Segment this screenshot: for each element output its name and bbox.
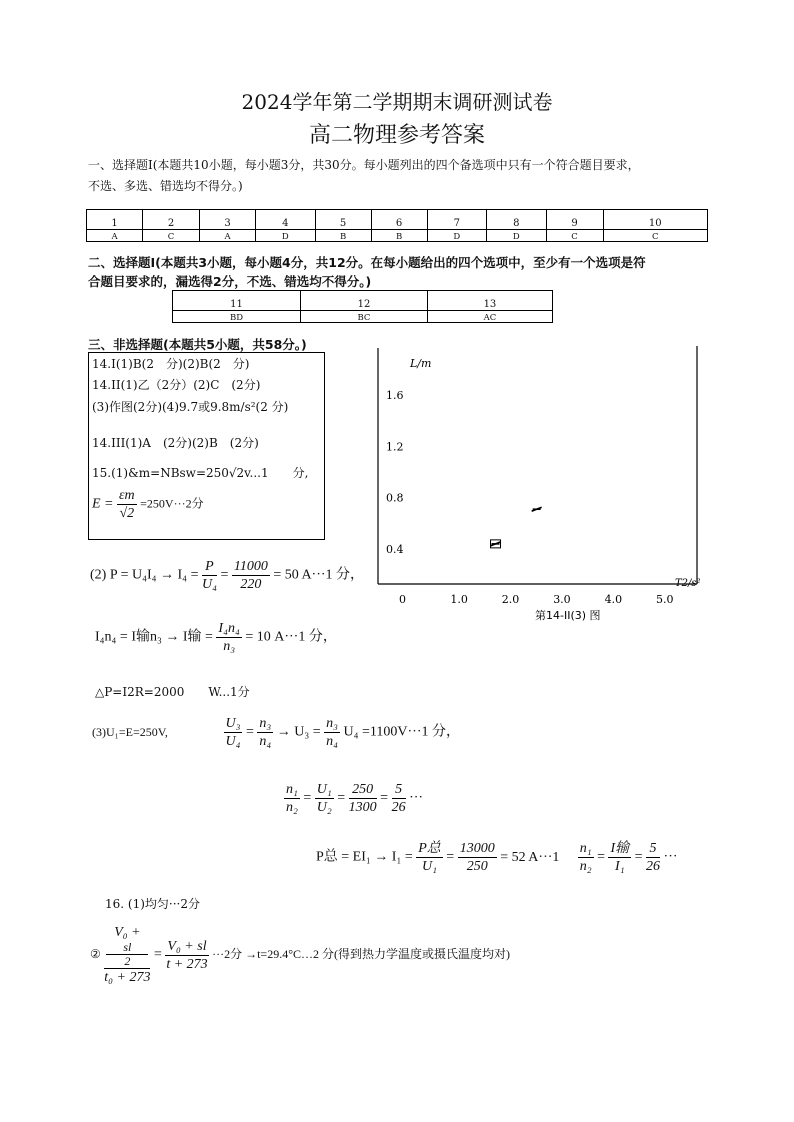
section1-answer-cell: C — [143, 230, 200, 242]
answers-box-14-15 — [88, 352, 325, 540]
eq-15-3c-frac3 — [578, 840, 594, 875]
eq-15-3a-frac2 — [257, 715, 273, 750]
answer-14-ii-3-4: (3)作图(2分)(4)9.7或9.8m/s²(2 分) — [92, 400, 289, 414]
eq-sign: = — [597, 849, 605, 865]
eq-sign: = — [337, 790, 346, 806]
answer-14-i: 14.I(1)B(2 分)(2)B(2 分) — [92, 357, 250, 371]
equation-15-2-current — [90, 558, 364, 593]
frac-den: U₁ — [422, 859, 437, 874]
eq-15-3b-frac2 — [315, 781, 334, 816]
eq-sign: = — [634, 849, 643, 865]
equation-15-3-total-power — [316, 840, 678, 875]
frac-num: 5 — [392, 781, 406, 799]
frac-den: 1300 — [348, 800, 377, 815]
section1-question-number: 1 — [87, 210, 143, 230]
frac-den: 26 — [646, 859, 661, 874]
equation-15-3-turns-ratio — [284, 781, 423, 816]
section1-answer-cell: C — [603, 230, 707, 242]
frac-num: V₀ + sl — [167, 938, 207, 954]
eq-15-2a-prefix: (2) P = U₄I₄ → I₄ = — [90, 567, 199, 583]
answer-key-subtitle: 高二物理参考答案 — [308, 123, 485, 148]
x-tick-label: 0 — [399, 593, 406, 606]
equation-15-2-transmission-current — [95, 620, 337, 655]
y-tick-label: 0.4 — [386, 543, 404, 556]
frac-num: U₃ — [225, 716, 241, 731]
eq-16-lhs-inner-frac — [106, 941, 148, 968]
eq-15-3c-frac4 — [608, 840, 631, 875]
section1-question-number: 4 — [256, 210, 315, 230]
circled-two: ② — [90, 947, 101, 962]
section2-question-number: 12 — [301, 291, 428, 311]
answer-14-ii: 14.II(1)乙（2分）(2)C (2分) — [92, 378, 261, 392]
section1-answer-cell: D — [256, 230, 315, 242]
eq-15-3a-suffix: U₄ =1100V···1 分， — [343, 724, 460, 740]
eq-15-2a-frac2 — [232, 558, 270, 593]
emf-num: εm — [119, 488, 135, 503]
eq-15-2b-suffix: = 10 A···1 分， — [245, 629, 337, 645]
eq-15-2b-prefix: I₄n₄ = I输n₃ → I输 = — [95, 629, 213, 645]
section1-answer-cell: B — [371, 230, 427, 242]
frac-num: I₄n₄ — [218, 621, 240, 636]
answer-15-1-emf — [92, 487, 204, 522]
frac-num: P总 — [418, 841, 441, 856]
emf-lhs: E = — [92, 496, 114, 512]
x-tick-label: 3.0 — [553, 593, 571, 606]
frac-num: P — [202, 558, 217, 576]
section1-question-number: 10 — [603, 210, 707, 230]
exam-title: 2024学年第二学期期末调研测试卷 — [241, 90, 553, 114]
frac-num: sl — [106, 941, 148, 955]
x-tick-label: 5.0 — [656, 593, 674, 606]
frac-den: n₄ — [326, 734, 339, 749]
x-tick-label: 1.0 — [450, 593, 468, 606]
frac-den: 250 — [466, 859, 488, 874]
x-tick-label: 4.0 — [604, 593, 623, 606]
section2-instructions-line1: 二、选择题I(本题共3小题，每小题4分，共12分。在每小题给出的四个选项中，至少有一个选项是符 — [88, 255, 646, 270]
chart-caption: 第14-II(3) 图 — [535, 609, 601, 622]
eq-15-3a-frac3 — [324, 715, 340, 750]
equation-15-2-power-loss: △P=I2R=2000 W...1分 — [95, 685, 250, 699]
eq-15-2a-suffix: = 50 A···1 分， — [273, 567, 365, 583]
section2-answer-cell: AC — [427, 311, 552, 323]
eq-15-3c-prefix: P总 = EI₁ → I₁ = — [316, 849, 413, 865]
answer-14-iii: 14.III(1)A (2分)(2)B (2分) — [92, 436, 259, 450]
eq-15-3b-suffix: ··· — [409, 790, 424, 806]
frac-den: n₃ — [223, 639, 236, 654]
frac-num: I输 — [610, 841, 630, 856]
answer-16-2-equation — [90, 924, 510, 986]
section1-question-number: 7 — [427, 210, 486, 230]
eq-15-3c-frac1 — [416, 840, 443, 875]
frac-num: U₁ — [316, 782, 332, 797]
frac-num: 13000 — [459, 841, 495, 856]
section1-question-number: 3 — [200, 210, 256, 230]
frac-den: U₂ — [316, 800, 332, 815]
section1-question-number: 2 — [143, 210, 200, 230]
section1-instructions — [88, 155, 640, 197]
eq-15-3b-frac1 — [284, 781, 300, 816]
frac-num: n₁ — [579, 841, 592, 856]
section3-heading: 三、非选择题(本题共5小题，共58分。) — [88, 337, 307, 352]
eq-15-3b-frac3 — [349, 781, 377, 816]
emf-fraction — [117, 487, 137, 522]
equation-15-3-voltage — [92, 715, 460, 750]
section1-answer-table — [86, 209, 708, 242]
section2-answer-cell: BC — [301, 311, 428, 323]
section1-instructions-line2: 不选、多选、错选均不得分。) — [88, 179, 243, 193]
section1-answer-cell: A — [200, 230, 256, 242]
eq-15-2a-frac1 — [202, 558, 217, 593]
frac-num: 11000 — [233, 559, 268, 574]
y-tick-label: 0.8 — [386, 491, 404, 505]
eq-sign: = — [303, 790, 312, 806]
frac-den: t + 273 — [166, 956, 208, 972]
answer-15-1: 15.(1)&m=NBsw=250√2v...1 分, — [92, 466, 309, 480]
section1-answer-cell: D — [487, 230, 546, 242]
y-axis-label: L/m — [410, 357, 432, 370]
y-tick-label: 1.2 — [386, 440, 404, 454]
frac-den: n₂ — [286, 800, 298, 815]
section2-answer-table — [172, 290, 553, 323]
frac-den: 220 — [240, 577, 262, 592]
eq-16-rhs — [165, 938, 208, 973]
eq-sign: = — [153, 947, 162, 963]
eq-16-lhs-den: t₀ + 273 — [104, 970, 151, 985]
emf-den: √2 — [119, 506, 135, 521]
answer-16-1: 16. (1)均匀···2分 — [105, 897, 200, 911]
eq-16-suffix: ···2分 →t=29.4°C…2 分(得到热力学温度或摄氏温度均对) — [212, 947, 510, 962]
eq-15-3a-prefix: (3)U₁=E=250V, — [92, 724, 168, 739]
x-axis-label: T2/s² — [675, 578, 701, 589]
section1-question-number: 8 — [487, 210, 546, 230]
frac-den: n₂ — [579, 859, 592, 874]
frac-den: 2 — [124, 954, 131, 968]
y-tick-label: 1.6 — [386, 389, 404, 402]
section1-question-number: 9 — [546, 210, 603, 230]
frac-num: 5 — [646, 840, 660, 858]
eq-15-3a-frac1 — [224, 715, 243, 750]
section2-question-number: 13 — [427, 291, 552, 311]
frac-den: I₁ — [615, 859, 625, 874]
eq-15-3b-frac4 — [392, 781, 406, 816]
eq-sign: = — [220, 567, 229, 583]
section2-answer-cell: BD — [173, 311, 301, 323]
section1-instructions-line1: 一、选择题I(本题共10小题，每小题3分，共30分。每小题列出的四个备选项中只有一个符合题目要求， — [88, 158, 640, 172]
eq-16-lhs-num — [104, 924, 150, 969]
section1-answer-cell: C — [546, 230, 603, 242]
section1-question-number: 5 — [315, 210, 371, 230]
frac-num: n₃ — [326, 716, 339, 731]
pendulum-chart — [370, 340, 710, 630]
frac-den: n₄ — [259, 734, 272, 749]
eq-15-3c-mid: = 52 A···1 — [500, 849, 560, 865]
frac-den: U₄ — [201, 577, 217, 592]
eq-16-lhs — [104, 924, 150, 986]
eq-15-3c-frac5 — [646, 840, 660, 875]
section2-instructions — [88, 253, 646, 291]
frac-num: n₁ — [286, 782, 298, 797]
eq-sign: = — [245, 724, 254, 740]
x-tick-label: 2.0 — [501, 593, 520, 606]
eq-15-2b-frac — [216, 620, 241, 655]
section1-answer-cell: D — [427, 230, 486, 242]
data-point — [532, 505, 542, 513]
eq-15-3a-arrow: → U₃ = — [276, 724, 321, 740]
section2-question-number: 11 — [173, 291, 301, 311]
data-point — [491, 540, 501, 548]
lhs-v0: V₀ + — [114, 925, 141, 940]
frac-num: 250 — [349, 781, 377, 799]
section1-answer-cell: B — [315, 230, 371, 242]
frac-den: 26 — [391, 800, 406, 815]
eq-15-3c-frac2 — [458, 840, 497, 875]
eq-sign: = — [446, 849, 455, 865]
eq-sign: = — [380, 790, 389, 806]
emf-rhs: =250V···2分 — [140, 496, 204, 511]
eq-15-3c-suffix: ··· — [663, 849, 678, 865]
section1-question-number: 6 — [371, 210, 427, 230]
section2-instructions-line2: 合题目要求的，漏选得2分，不选、错选均不得分。) — [88, 274, 372, 289]
frac-num: n₃ — [259, 716, 272, 731]
section1-answer-cell: A — [87, 230, 143, 242]
frac-den: U₄ — [225, 734, 241, 749]
